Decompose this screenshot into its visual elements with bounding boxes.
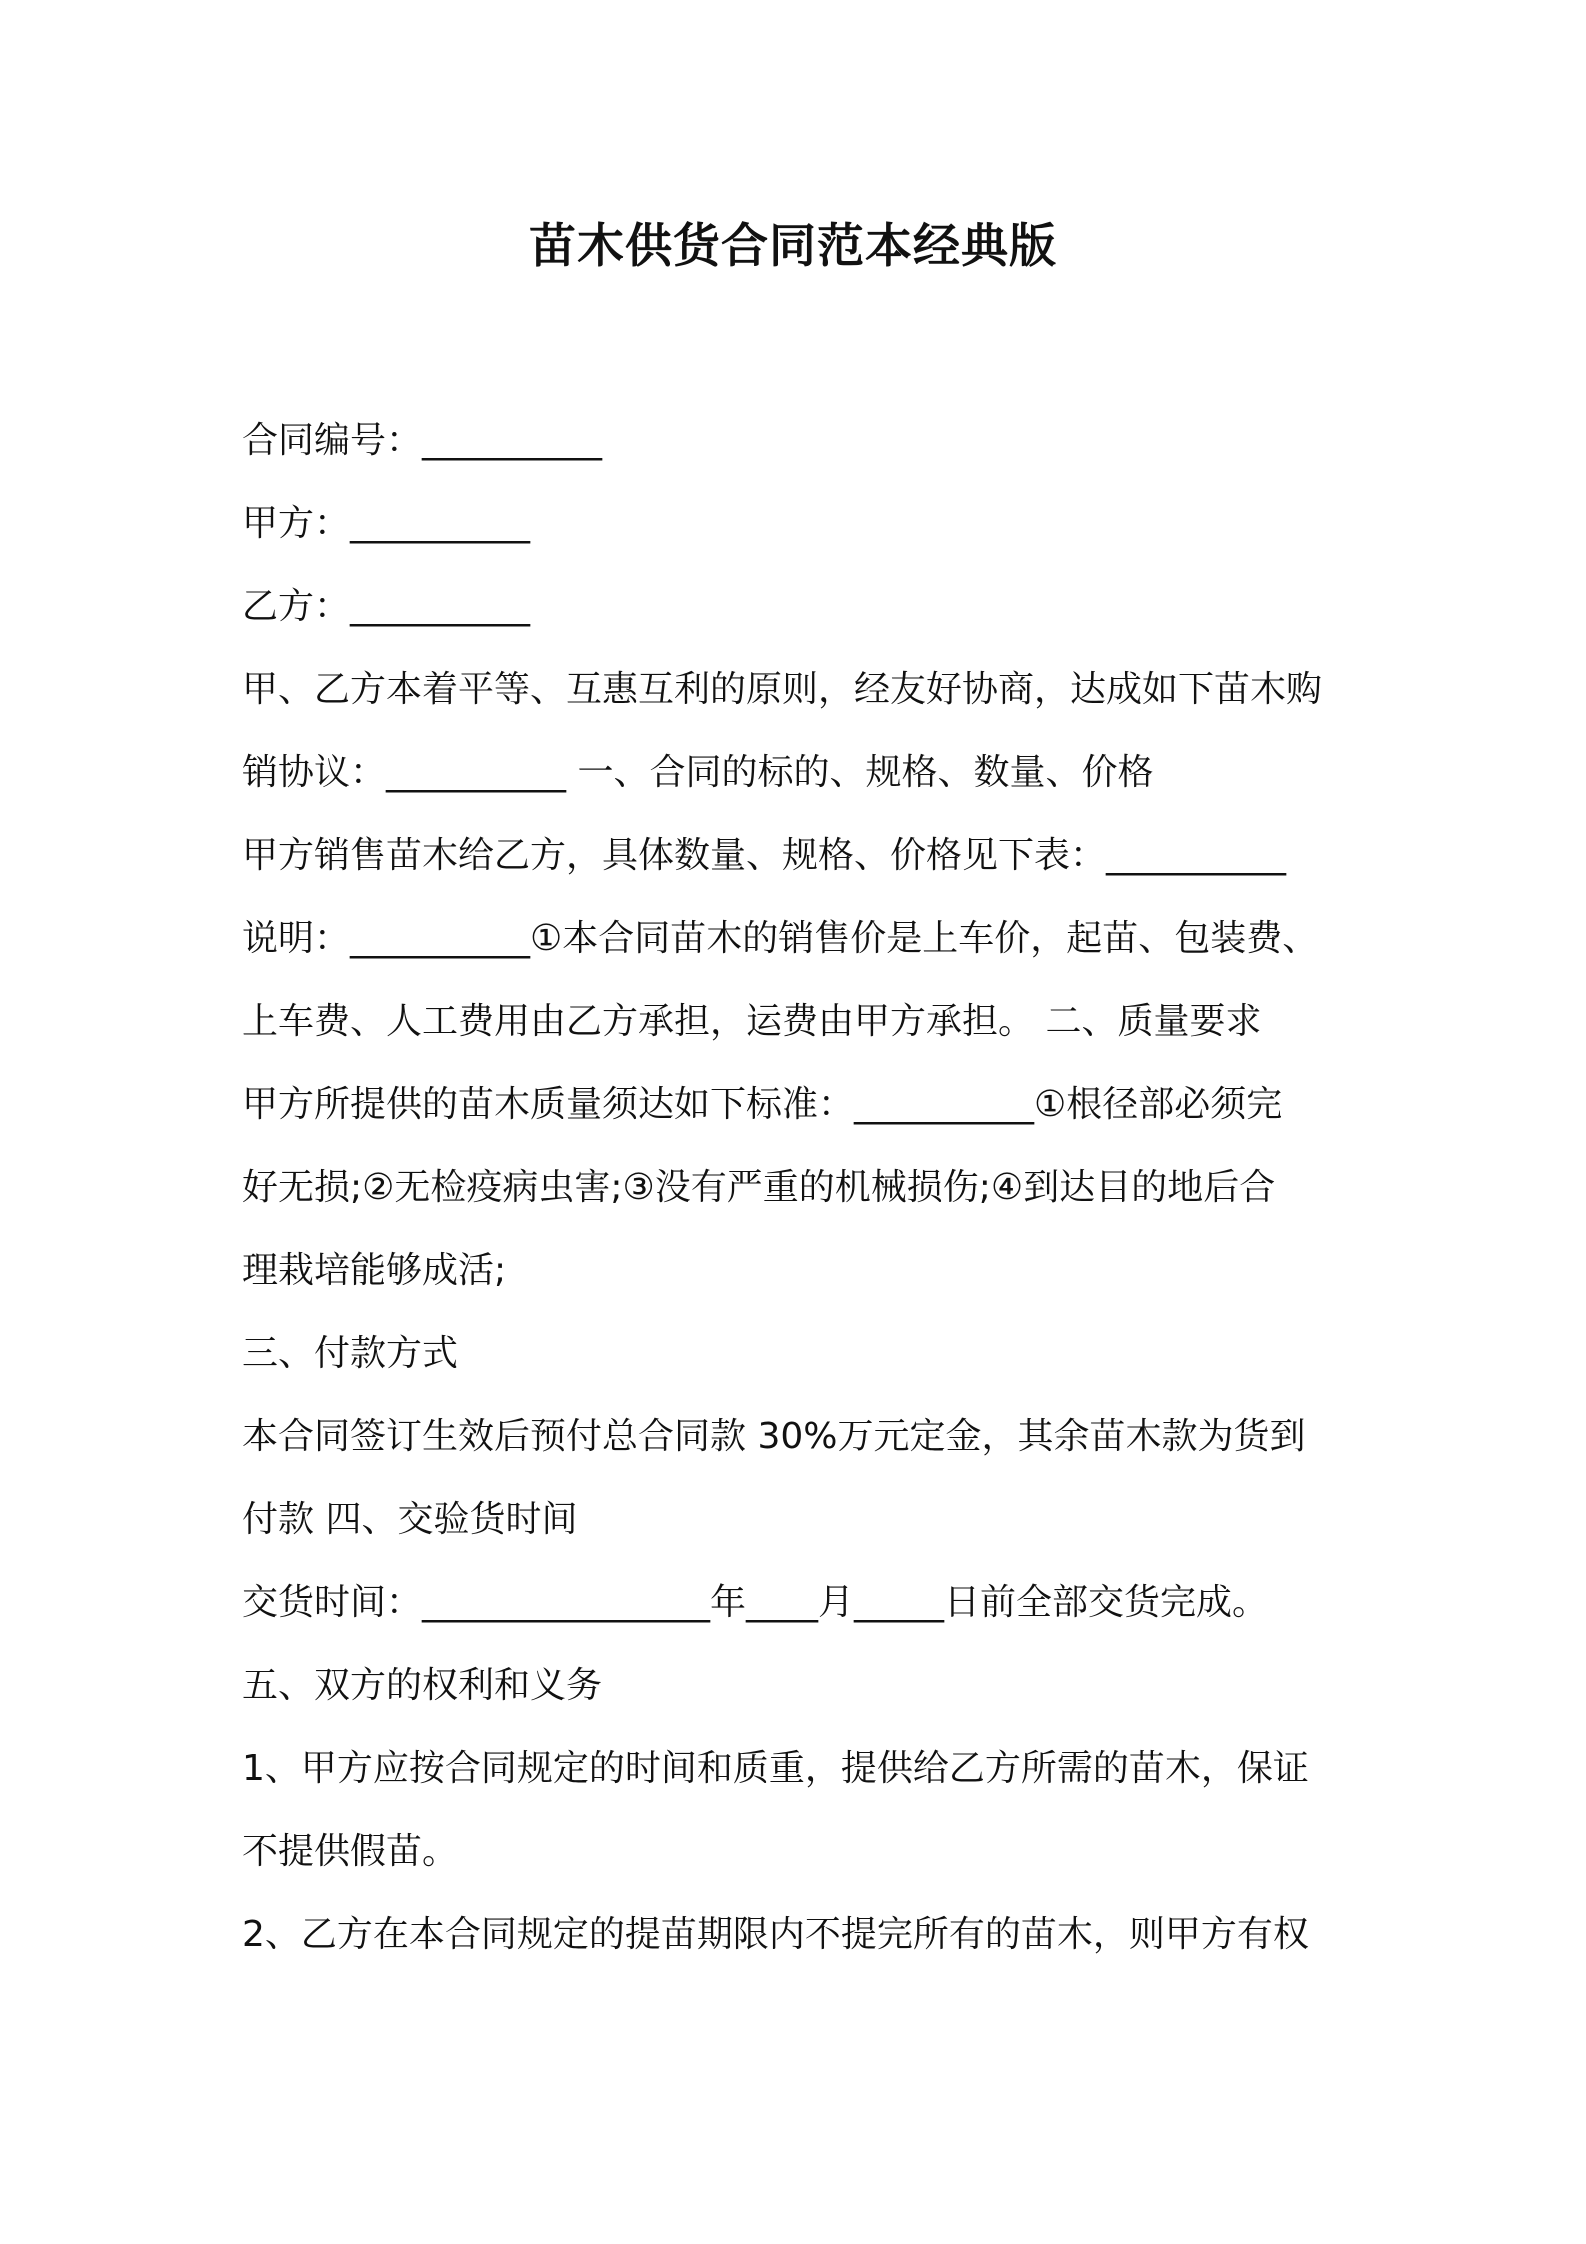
text-line-payment-1: 本合同签订生效后预付总合同款 30%万元定金，其余苗木款为货到 [242,1416,1306,1457]
text-line-rights-2a: 2、乙方在本合同规定的提苗期限内不提完所有的苗木，则甲方有权 [242,1914,1309,1955]
section-heading-payment: 三、付款方式 [242,1333,459,1374]
contract-body [242,399,1392,1976]
text-line-preamble-2: 销协议：__________ 一、合同的标的、规格、数量、价格 [242,752,1154,793]
text-line-party-b: 乙方：__________ [242,586,531,627]
text-line-rights-1b: 不提供假苗。 [242,1831,459,1872]
text-line-sales-table: 甲方销售苗木给乙方，具体数量、规格、价格见下表：__________ [242,835,1287,876]
text-line-note-2: 上车费、人工费用由乙方承担，运费由甲方承担。 二、质量要求 [242,1001,1262,1042]
text-line-quality-1: 甲方所提供的苗木质量须达如下标准：__________①根径部必须完 [242,1084,1283,1125]
text-line-preamble-1: 甲、乙方本着平等、互惠互利的原则，经友好协商，达成如下苗木购 [242,669,1323,710]
text-line-payment-2: 付款 四、交验货时间 [242,1499,578,1540]
section-heading-rights: 五、双方的权利和义务 [242,1665,603,1706]
text-line-delivery-time: 交货时间：________________年____月_____日前全部交货完成。 [242,1582,1269,1623]
page-title: 苗木供货合同范本经典版 [529,219,1057,274]
text-line-contract-number: 合同编号：__________ [242,420,603,461]
text-line-rights-1a: 1、甲方应按合同规定的时间和质重，提供给乙方所需的苗木，保证 [242,1748,1309,1789]
text-line-quality-2: 好无损;②无检疫病虫害;③没有严重的机械损伤;④到达目的地后合 [242,1167,1276,1208]
text-line-party-a: 甲方：__________ [242,503,531,544]
text-line-note-1: 说明：__________①本合同苗木的销售价是上车价，起苗、包装费、 [242,918,1319,959]
text-line-quality-3: 理栽培能够成活; [242,1250,507,1291]
